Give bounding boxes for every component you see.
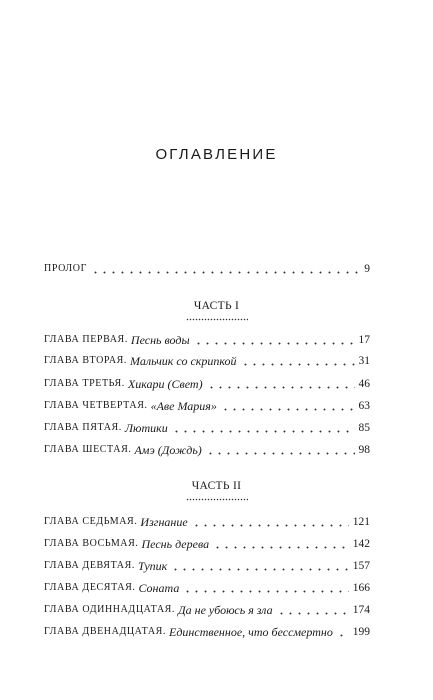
- chapter-label: ГЛАВА ТРЕТЬЯ.: [44, 378, 125, 389]
- dot-leader: [337, 627, 349, 637]
- part-heading-2: ЧАСТЬ II: [191, 480, 242, 492]
- chapter-name: Песнь воды: [130, 333, 190, 347]
- chapter-name: Хикари (Свет): [127, 377, 203, 391]
- toc-entry-prologue[interactable]: [44, 261, 370, 277]
- page-number: 46: [358, 378, 370, 390]
- part-heading-1: ЧАСТЬ I: [193, 300, 240, 312]
- page-number: 174: [352, 604, 370, 616]
- chapter-label: ГЛАВА ВОСЬМАЯ.: [44, 538, 139, 549]
- page-number: 63: [358, 400, 370, 412]
- page-number: 98: [358, 444, 370, 456]
- toc-entry[interactable]: [44, 420, 370, 436]
- page-number: 142: [352, 538, 370, 550]
- toc-entry[interactable]: [44, 376, 370, 392]
- chapter-name: Соната: [138, 581, 180, 595]
- chapter-name: Единственное, что бессмертно: [169, 625, 333, 639]
- dot-leader: [91, 264, 360, 274]
- part-underline: [186, 498, 248, 501]
- chapter-label: ГЛАВА СЕДЬМАЯ.: [44, 516, 138, 527]
- chapter-label: ГЛАВА ПЕРВАЯ.: [44, 334, 128, 345]
- toc-entry[interactable]: [44, 442, 370, 458]
- chapter-label: ГЛАВА ДВЕНАДЦАТАЯ.: [44, 626, 167, 637]
- chapter-label: ГЛАВА ДЕСЯТАЯ.: [44, 582, 136, 593]
- dot-leader: [277, 605, 349, 615]
- dot-leader: [221, 401, 355, 411]
- chapter-name: Лютики: [124, 421, 168, 435]
- page-number: 166: [352, 582, 370, 594]
- page-number: 9: [364, 263, 370, 275]
- toc-entry[interactable]: [44, 332, 370, 348]
- chapter-name: Изгнание: [140, 515, 188, 529]
- toc-entry[interactable]: [44, 558, 370, 574]
- chapter-name: Тупик: [137, 559, 168, 573]
- dot-leader: [241, 356, 355, 366]
- toc-entry[interactable]: [44, 514, 370, 530]
- page-number: 199: [352, 626, 370, 638]
- page-number: 157: [352, 560, 370, 572]
- part-underline: [186, 318, 248, 321]
- page-number: 17: [358, 334, 370, 346]
- dot-leader: [171, 561, 348, 571]
- chapter-label: ГЛАВА ВТОРАЯ.: [44, 355, 128, 366]
- chapter-label: ГЛАВА ПЯТАЯ.: [44, 422, 122, 433]
- chapter-name: Мальчик со скрипкой: [130, 354, 237, 368]
- chapter-label: ГЛАВА ОДИННАДЦАТАЯ.: [44, 604, 176, 615]
- chapter-name: Амэ (Дождь): [134, 443, 202, 457]
- toc-entry[interactable]: [44, 353, 370, 369]
- dot-leader: [194, 335, 355, 345]
- page-number: 31: [358, 355, 370, 367]
- toc-entry[interactable]: [44, 624, 370, 640]
- dot-leader: [206, 445, 355, 455]
- chapter-name: Да не убоюсь я зла: [178, 603, 273, 617]
- dot-leader: [207, 379, 355, 389]
- dot-leader: [192, 517, 349, 527]
- toc-entry[interactable]: [44, 398, 370, 414]
- entry-label: ПРОЛОГ: [44, 263, 88, 274]
- page-number: 121: [352, 516, 370, 528]
- dot-leader: [213, 539, 349, 549]
- toc-entry[interactable]: [44, 580, 370, 596]
- chapter-label: ГЛАВА ШЕСТАЯ.: [44, 444, 132, 455]
- page-number: 85: [358, 422, 370, 434]
- toc-entry[interactable]: [44, 536, 370, 552]
- chapter-name: «Аве Мария»: [150, 399, 217, 413]
- chapter-name: Песнь дерева: [141, 537, 210, 551]
- chapter-label: ГЛАВА ЧЕТВЕРТАЯ.: [44, 400, 148, 411]
- dot-leader: [183, 583, 348, 593]
- toc-entry[interactable]: [44, 602, 370, 618]
- chapter-label: ГЛАВА ДЕВЯТАЯ.: [44, 560, 135, 571]
- page-title: ОГЛАВЛЕНИЕ: [155, 146, 278, 163]
- dot-leader: [172, 423, 355, 433]
